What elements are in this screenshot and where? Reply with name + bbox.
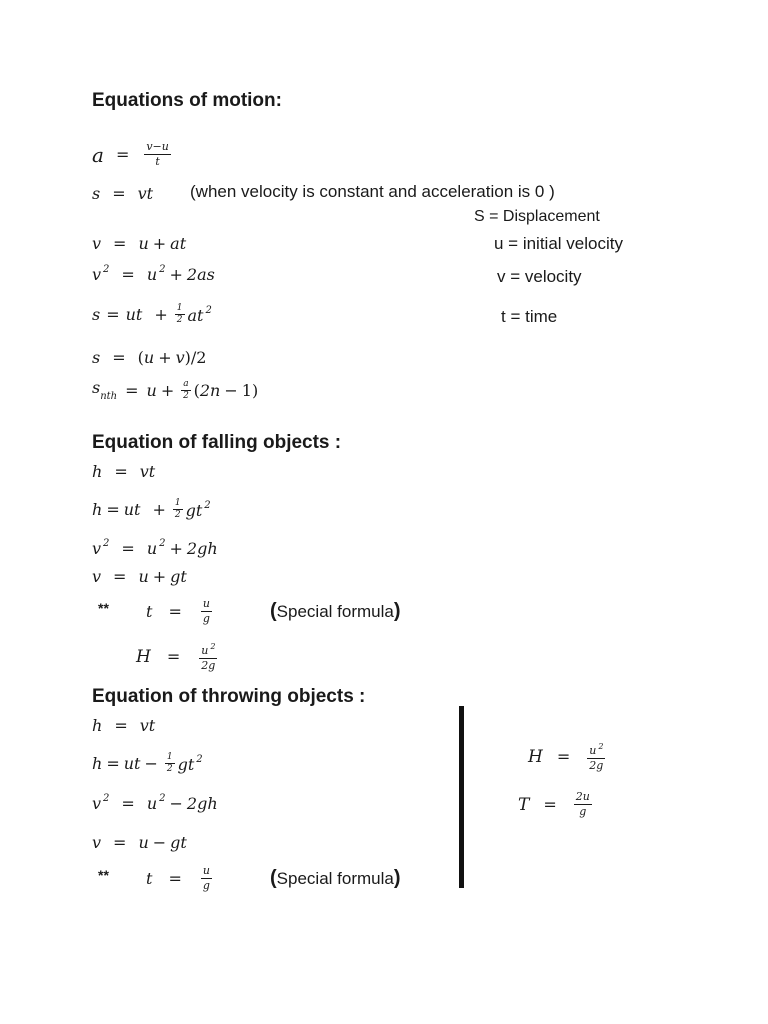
equation-falling-v-squared: v $^2$ = u $^2$ + 2gh bbox=[92, 538, 218, 558]
equation-v-squared: v $^2$ = u $^2$ + 2as bbox=[92, 264, 215, 284]
equation-throwing-t-u-over-g: t = $\frac{u}{g}$ bbox=[146, 864, 210, 892]
equation-s-nth: $s_{nth}$ = u + $\frac{a}{2}$ ( 2n − 1) bbox=[92, 378, 259, 402]
equation-v-u-at: v = u + at bbox=[92, 234, 187, 253]
equation-falling-h-vt: h = vt bbox=[92, 462, 156, 481]
equation-throwing-total-time: T = $\frac{2u}{g}$ bbox=[518, 790, 590, 818]
equation-throwing-h-vt: h = vt bbox=[92, 716, 156, 735]
equation-falling-v-u-gt: v = u + gt bbox=[92, 567, 187, 586]
note-constant-velocity: (when velocity is constant and acceleration is 0 ) bbox=[190, 182, 555, 201]
vertical-divider bbox=[459, 706, 464, 888]
legend-velocity: v = velocity bbox=[497, 267, 582, 286]
note-special-formula-falling: (Special formula) bbox=[270, 600, 401, 622]
legend-time: t = time bbox=[501, 307, 558, 326]
note-special-formula-throwing: (Special formula) bbox=[270, 867, 401, 889]
equation-throwing-max-height: H = $\frac{u ^2}{2g}$ bbox=[528, 742, 604, 772]
equation-throwing-v-u-minus-gt: v = u − gt bbox=[92, 833, 187, 852]
double-star-marker-throwing: ** bbox=[98, 867, 109, 883]
equation-acceleration: a = $\frac{v-u}{t}$ bbox=[92, 140, 169, 168]
equation-throwing-v-squared: v $^2$ = u $^2$ − 2gh bbox=[92, 793, 218, 813]
equation-s-ut-half-at2: s = ut + $\frac{1}{2}$ at $^2$ bbox=[92, 303, 212, 325]
heading-throwing-objects: Equation of throwing objects : bbox=[92, 686, 366, 707]
equation-s-vt: s = vt bbox=[92, 184, 154, 203]
legend-displacement: S = Displacement bbox=[474, 208, 600, 225]
equation-throwing-h-ut-minus-half-gt2: h = ut − $\frac{1}{2}$ gt $^2$ bbox=[92, 752, 203, 774]
heading-equations-of-motion: Equations of motion: bbox=[92, 90, 282, 111]
legend-initial-velocity: u = initial velocity bbox=[494, 234, 623, 253]
double-star-marker: ** bbox=[98, 600, 109, 616]
equation-falling-h-ut-half-gt2: h = ut + $\frac{1}{2}$ gt $^2$ bbox=[92, 498, 211, 520]
equation-falling-max-height: H = $\frac{u ^2}{2g}$ bbox=[136, 642, 216, 672]
equation-falling-t-u-over-g: t = $\frac{u}{g}$ bbox=[146, 597, 210, 625]
equation-s-average: s = ( u + v )/2 bbox=[92, 348, 207, 367]
heading-falling-objects: Equation of falling objects : bbox=[92, 432, 342, 453]
